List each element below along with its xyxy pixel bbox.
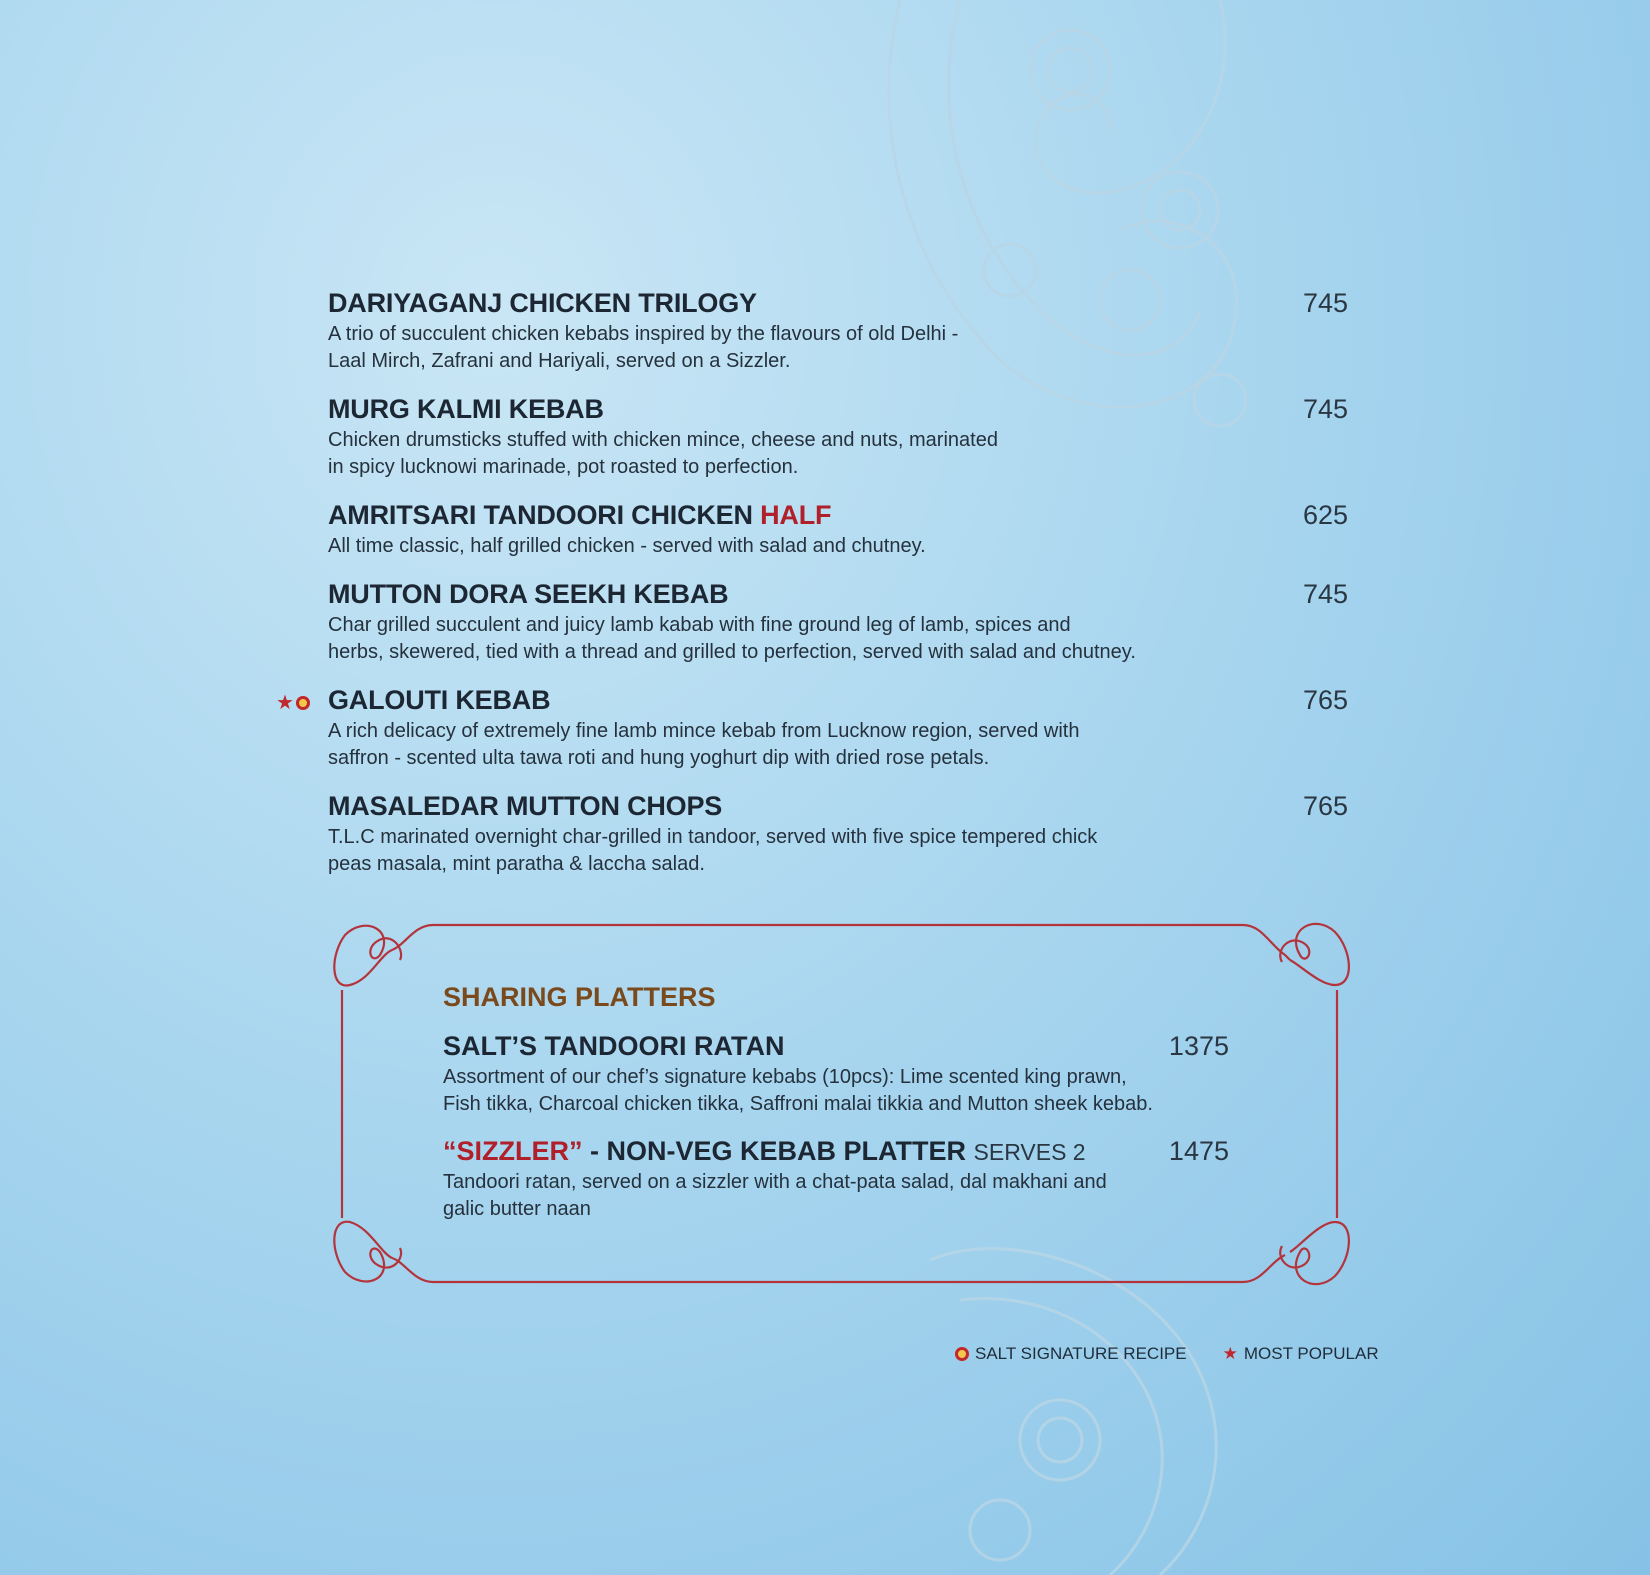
legend: [955, 1344, 1379, 1364]
menu-item: [276, 685, 1348, 772]
item-badges: [276, 690, 310, 715]
platter-name-text: - NON-VEG KEBAB PLATTER: [582, 1136, 966, 1166]
desc-line: A rich delicacy of extremely fine lamb mince kebab from Lucknow region, served with: [328, 720, 1080, 742]
legend-signature: [955, 1344, 1187, 1364]
desc-line: Chicken drumsticks stuffed with chicken mince, cheese and nuts, marinated: [328, 429, 998, 451]
desc-line: Fish tikka, Charcoal chicken tikka, Saffroni malai tikkia and Mutton sheek kebab.: [443, 1093, 1153, 1115]
item-name: MURG KALMI KEBAB: [328, 394, 604, 424]
item-description: [328, 718, 1348, 772]
item-price: 745: [1302, 579, 1348, 609]
sun-icon: [955, 1347, 969, 1361]
item-price: 745: [1302, 288, 1348, 318]
platter-item: [443, 1031, 1233, 1118]
desc-line: All time classic, half grilled chicken - served with salad and chutney.: [328, 535, 926, 557]
section-title: SHARING PLATTERS: [443, 982, 716, 1012]
desc-line: Assortment of our chef’s signature kebabs (10pcs): Lime scented king prawn,: [443, 1066, 1127, 1088]
platter-item: [443, 1136, 1233, 1223]
platter-price: 1475: [1168, 1136, 1229, 1166]
sun-icon: [296, 696, 310, 710]
star-icon: ★: [276, 692, 296, 714]
item-description: [328, 612, 1348, 666]
item-name: GALOUTI KEBAB: [328, 685, 551, 715]
desc-line: saffron - scented ulta tawa roti and hung yoghurt dip with dried rose petals.: [328, 747, 990, 769]
legend-label: MOST POPULAR: [1243, 1344, 1379, 1363]
platter-description: [443, 1169, 1233, 1223]
item-description: [328, 321, 1348, 375]
desc-line: T.L.C marinated overnight char-grilled in tandoor, served with five spice tempered chick: [328, 826, 1098, 848]
menu-item: [328, 579, 1348, 666]
desc-line: A trio of succulent chicken kebabs inspired by the flavours of old Delhi -: [328, 323, 959, 345]
platter-name: [443, 1136, 1233, 1167]
menu-item: [328, 500, 1348, 560]
item-description: [328, 427, 1348, 481]
item-name: DARIYAGANJ CHICKEN TRILOGY: [328, 288, 757, 318]
menu-items: [276, 288, 1348, 897]
menu-item: [328, 288, 1348, 375]
item-name: MASALEDAR MUTTON CHOPS: [328, 791, 723, 821]
item-description: [328, 824, 1348, 878]
item-price: 625: [1302, 500, 1348, 530]
item-price: 765: [1302, 791, 1348, 821]
desc-line: peas masala, mint paratha & laccha salad.: [328, 853, 705, 875]
platter-price: 1375: [1168, 1031, 1229, 1061]
desc-line: in spicy lucknowi marinade, pot roasted to perfection.: [328, 456, 799, 478]
desc-line: Tandoori ratan, served on a sizzler with a chat-pata salad, dal makhani and: [443, 1171, 1107, 1193]
platter-description: [443, 1064, 1233, 1118]
platter-name-highlight: “SIZZLER”: [443, 1136, 583, 1166]
desc-line: galic butter naan: [443, 1198, 591, 1220]
serves-label: SERVES 2: [973, 1139, 1086, 1165]
portion-tag: HALF: [760, 500, 832, 530]
item-name: MUTTON DORA SEEKH KEBAB: [328, 579, 729, 609]
item-price: 765: [1302, 685, 1348, 715]
item-description: [328, 533, 1348, 560]
star-icon: ★: [1222, 1344, 1238, 1363]
item-price: 745: [1302, 394, 1348, 424]
desc-line: Char grilled succulent and juicy lamb kabab with fine ground leg of lamb, spices and: [328, 614, 1071, 636]
item-name: [328, 500, 831, 531]
menu-item: [328, 394, 1348, 481]
menu-item: [328, 791, 1348, 878]
desc-line: Laal Mirch, Zafrani and Hariyali, served on a Sizzler.: [328, 350, 791, 372]
platter-name: SALT’S TANDOORI RATAN: [443, 1031, 785, 1061]
desc-line: herbs, skewered, tied with a thread and grilled to perfection, served with salad and chutney.: [328, 641, 1136, 663]
item-name-text: AMRITSARI TANDOORI CHICKEN: [328, 500, 753, 530]
sharing-platters-box: [443, 982, 1233, 1241]
legend-popular: [1223, 1344, 1379, 1364]
legend-label: SALT SIGNATURE RECIPE: [975, 1344, 1187, 1363]
